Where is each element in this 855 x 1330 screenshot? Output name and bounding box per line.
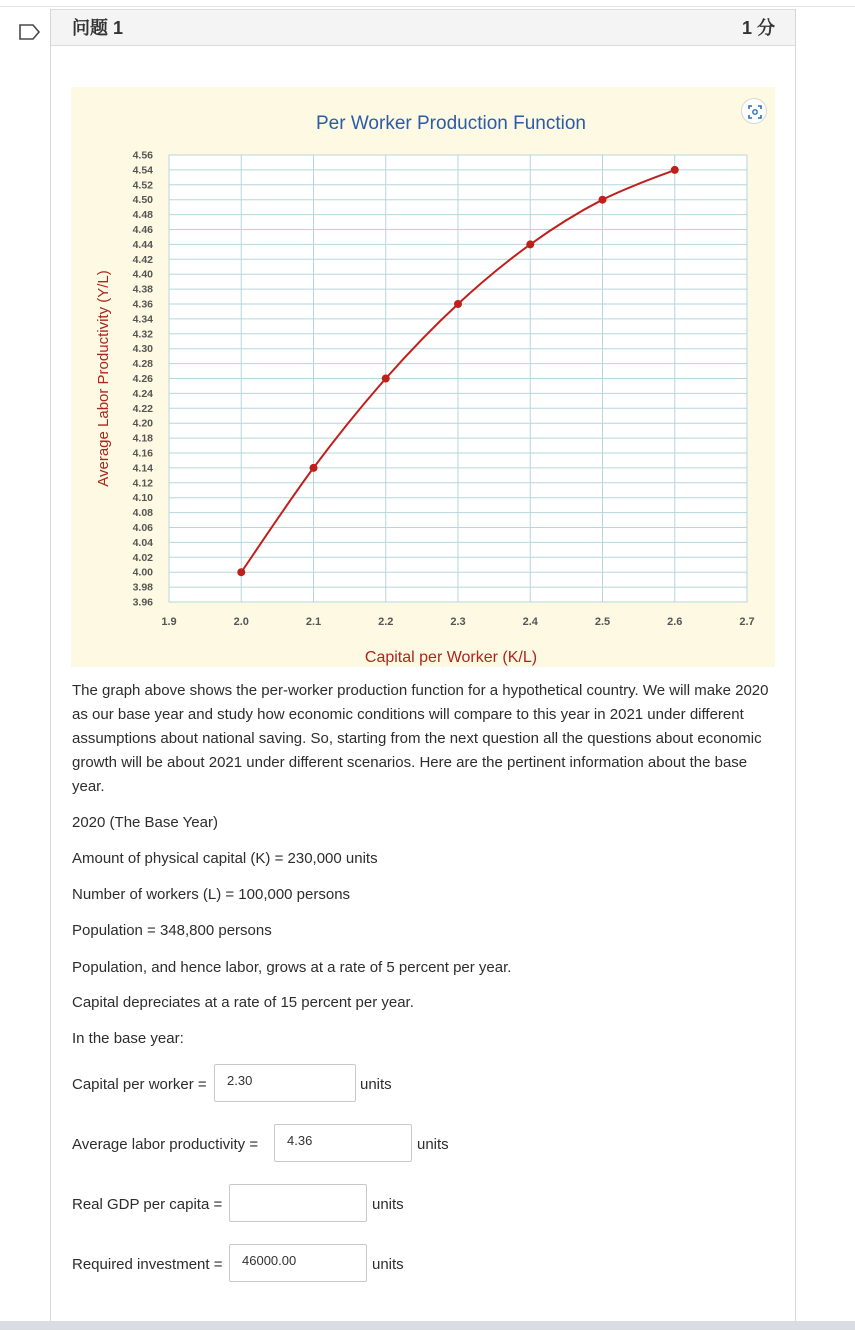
data-point: [671, 166, 679, 174]
y-tick-label: 4.26: [132, 373, 153, 385]
y-tick-label: 4.02: [132, 551, 153, 564]
capital-per-worker-label: Capital per worker =: [72, 1076, 207, 1093]
x-tick-label: 2.3: [450, 616, 466, 628]
labor-productivity-label: Average labor productivity =: [72, 1136, 259, 1153]
base-year-intro: In the base year:: [72, 1030, 184, 1047]
y-tick-label: 4.36: [132, 298, 153, 311]
base-year-heading: 2020 (The Base Year): [72, 814, 218, 831]
chart-svg: [71, 87, 775, 667]
x-tick-label: 2.2: [378, 616, 394, 628]
y-tick-label: 4.06: [132, 522, 153, 534]
flag-question-button[interactable]: [0, 10, 50, 36]
required-investment-unit: units: [372, 1256, 404, 1273]
labor-productivity-row: [72, 1124, 552, 1164]
question-header: [51, 9, 795, 46]
y-tick-label: 4.54: [132, 164, 153, 177]
y-tick-label: 4.28: [132, 358, 153, 371]
population-line: Population = 348,800 persons: [72, 922, 272, 939]
required-investment-row: [72, 1244, 492, 1284]
question-card: [50, 9, 796, 1330]
y-tick-label: 4.48: [132, 209, 153, 222]
question-points: 1 分: [741, 18, 775, 38]
data-point: [237, 568, 245, 576]
zoom-icon: [742, 99, 768, 125]
y-tick-label: 4.38: [132, 283, 153, 296]
y-tick-label: 4.14: [132, 462, 153, 475]
y-tick-label: 4.24: [132, 387, 153, 400]
y-tick-label: 3.96: [132, 596, 153, 609]
y-tick-label: 4.46: [132, 224, 153, 236]
y-tick-label: 4.56: [132, 149, 153, 162]
y-tick-label: 4.04: [132, 536, 153, 549]
flag-icon: [19, 24, 41, 40]
y-tick-label: 4.42: [132, 253, 153, 266]
real-gdp-unit: units: [372, 1196, 404, 1213]
real-gdp-row: [72, 1184, 492, 1224]
y-tick-label: 4.18: [132, 432, 153, 445]
y-tick-label: 4.34: [132, 313, 153, 326]
production-chart: [71, 87, 775, 667]
y-tick-label: 3.98: [132, 581, 153, 594]
real-gdp-input[interactable]: [229, 1184, 367, 1222]
real-gdp-label: Real GDP per capita =: [72, 1196, 223, 1213]
depreciation-line: Capital depreciates at a rate of 15 percent per year.: [72, 994, 414, 1011]
zoom-button[interactable]: [741, 98, 767, 124]
y-tick-label: 4.50: [132, 194, 153, 207]
capital-per-worker-row: [72, 1064, 492, 1104]
x-tick-label: 2.0: [233, 616, 249, 628]
bottom-bar: [0, 1321, 855, 1330]
capital-per-worker-input[interactable]: 2.30: [214, 1064, 356, 1102]
y-tick-label: 4.20: [132, 417, 153, 430]
x-tick-label: 1.9: [161, 616, 177, 628]
y-tick-label: 4.12: [132, 477, 153, 490]
question-title: 问题 1: [72, 18, 124, 38]
y-tick-label: 4.40: [132, 268, 153, 281]
labor-productivity-input[interactable]: 4.36: [274, 1124, 412, 1162]
x-axis-label: Capital per Worker (K/L): [364, 649, 538, 666]
top-divider: [0, 6, 855, 7]
y-tick-label: 4.08: [132, 507, 153, 520]
x-tick-label: 2.5: [594, 616, 611, 628]
labor-productivity-unit: units: [417, 1136, 449, 1153]
capital-per-worker-unit: units: [360, 1076, 392, 1093]
y-axis-label: Average Labor Productivity (Y/L): [95, 270, 112, 487]
y-tick-label: 4.10: [132, 492, 153, 505]
required-investment-input[interactable]: 46000.00: [229, 1244, 367, 1282]
y-tick-label: 4.44: [132, 238, 153, 251]
data-point: [526, 240, 534, 248]
chart-title: Per Worker Production Function: [316, 113, 586, 134]
x-tick-label: 2.7: [739, 616, 755, 628]
x-tick-label: 2.4: [522, 616, 538, 628]
y-tick-label: 4.30: [132, 343, 153, 356]
data-point: [382, 375, 390, 383]
y-tick-label: 4.16: [132, 447, 153, 460]
data-point: [454, 300, 462, 308]
x-tick-label: 2.6: [667, 616, 683, 628]
capital-line: Amount of physical capital (K) = 230,000 units: [72, 850, 378, 867]
data-point: [599, 196, 607, 204]
data-point: [310, 464, 318, 472]
x-tick-label: 2.1: [305, 616, 322, 628]
y-tick-label: 4.00: [132, 566, 153, 579]
y-tick-label: 4.32: [132, 328, 153, 341]
intro-paragraph: The graph above shows the per-worker production function for a hypothetical country. We will make 2020 as our base year and study how economic conditions will compare to this year in 2021 under different assumptions about national saving. So, starting from the next question all the questions about economic growth will be about 2021 under different scenarios. Here are the pertinent information about the base year.: [72, 682, 769, 795]
y-tick-label: 4.22: [132, 402, 153, 415]
y-tick-label: 4.52: [132, 179, 153, 192]
workers-line: Number of workers (L) = 100,000 persons: [72, 886, 351, 903]
required-investment-label: Required investment =: [72, 1256, 223, 1273]
growth-line: Population, and hence labor, grows at a rate of 5 percent per year.: [72, 959, 512, 976]
